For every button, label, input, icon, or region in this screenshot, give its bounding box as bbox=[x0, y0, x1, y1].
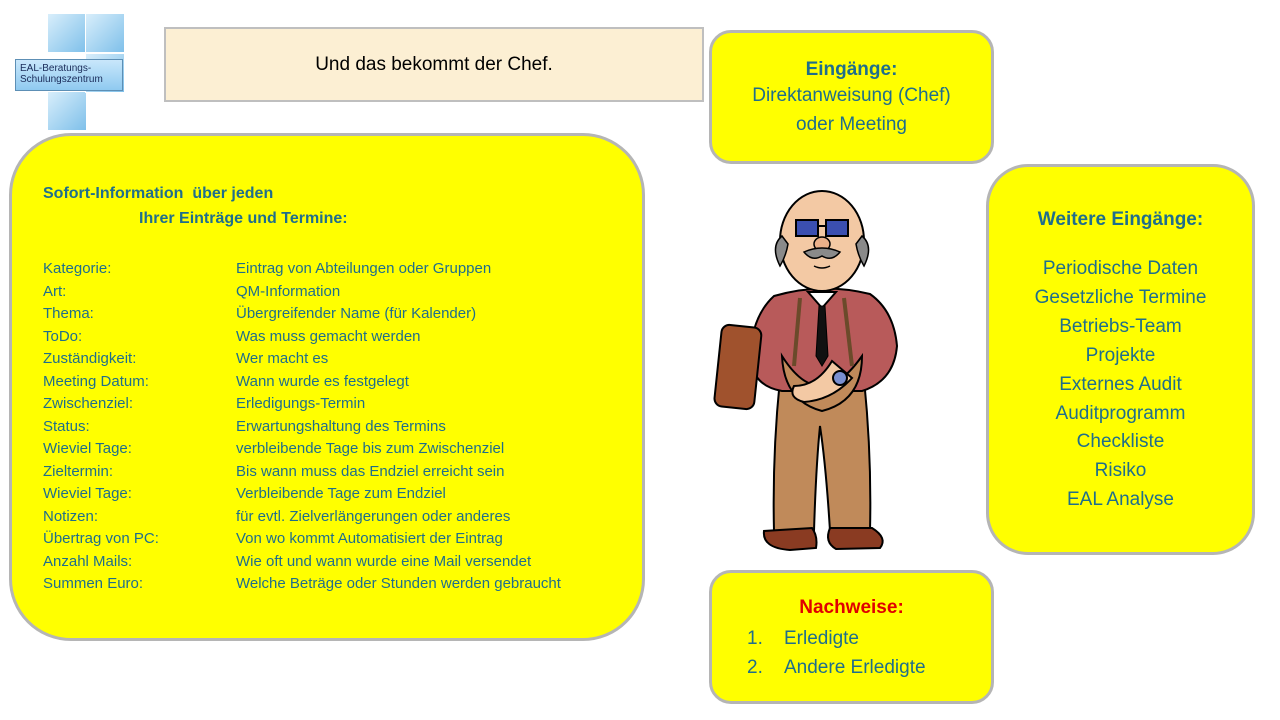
list-item bbox=[747, 653, 926, 682]
list-item: Periodische Daten bbox=[1042, 258, 1199, 279]
weitere-eingaenge-panel bbox=[986, 164, 1255, 555]
page-title: Und das bekommt der Chef. bbox=[164, 27, 704, 102]
boss-cartoon-icon bbox=[712, 186, 922, 556]
info-value: Von wo kommt Automatisiert der Eintrag bbox=[236, 530, 503, 547]
info-value: QM-Information bbox=[236, 282, 341, 300]
weitere-title: Weitere Eingänge: bbox=[1037, 209, 1204, 230]
info-value: Verbleibende Tage zum Endziel bbox=[236, 485, 446, 502]
nachweise-panel bbox=[709, 570, 994, 704]
info-key: Übertrag von PC: bbox=[43, 530, 159, 547]
info-key: ToDo: bbox=[43, 327, 83, 345]
info-heading-line1: Sofort-Information über jeden bbox=[43, 185, 274, 202]
info-key: Kategorie: bbox=[43, 260, 112, 277]
weitere-list bbox=[989, 255, 1252, 515]
list-item: EAL Analyse bbox=[1066, 489, 1175, 511]
list-item: Gesetzliche Termine bbox=[1034, 286, 1207, 308]
info-key: Zuständigkeit: bbox=[43, 350, 137, 367]
list-item: Auditprogramm bbox=[1055, 402, 1186, 424]
info-value: Welche Beträge oder Stunden werden gebraucht bbox=[236, 575, 561, 592]
info-panel bbox=[9, 133, 645, 641]
info-key: Wieviel Tage: bbox=[43, 440, 132, 457]
info-value: Erledigungs-Termin bbox=[236, 395, 366, 412]
list-item: Checkliste bbox=[1076, 431, 1165, 453]
list-label: Erledigte bbox=[784, 628, 859, 649]
info-key: Anzahl Mails: bbox=[43, 552, 133, 570]
info-value: Wann wurde es festgelegt bbox=[236, 372, 409, 390]
info-key: Summen Euro: bbox=[43, 575, 144, 592]
list-number: 1. bbox=[747, 628, 763, 649]
info-value: Bis wann muss das Endziel erreicht sein bbox=[236, 462, 505, 480]
logo-text: EAL-Beratungs- Schulungszentrum bbox=[15, 59, 123, 91]
list-item: Externes Audit bbox=[1059, 373, 1182, 395]
eingaenge-line: Direktanweisung (Chef) bbox=[752, 85, 951, 106]
list-item: Betriebs-Team bbox=[1059, 315, 1182, 337]
info-key: Zieltermin: bbox=[43, 462, 114, 480]
info-value: Übergreifender Name (für Kalender) bbox=[236, 305, 477, 322]
info-key: Zwischenziel: bbox=[43, 395, 134, 412]
info-key: Meeting Datum: bbox=[43, 372, 149, 390]
info-key: Thema: bbox=[43, 305, 94, 322]
nachweise-title: Nachweise: bbox=[799, 597, 904, 618]
list-item: Risiko bbox=[1094, 460, 1147, 482]
info-value: Wie oft und wann wurde eine Mail versendet bbox=[236, 552, 532, 570]
info-key: Notizen: bbox=[43, 507, 99, 525]
eingaenge-line: oder Meeting bbox=[796, 114, 907, 135]
info-value: Erwartungshaltung des Termins bbox=[236, 417, 446, 435]
info-value: verbleibende Tage bis zum Zwischenziel bbox=[236, 440, 505, 457]
list-item: Projekte bbox=[1085, 344, 1156, 366]
info-value: Wer macht es bbox=[236, 350, 329, 367]
logo-square bbox=[47, 13, 87, 53]
eingaenge-panel bbox=[709, 30, 994, 164]
list-label: Andere Erledigte bbox=[784, 657, 926, 678]
info-value: für evtl. Zielverlängerungen oder anderes bbox=[236, 507, 511, 525]
nachweise-list bbox=[747, 624, 926, 682]
info-key: Art: bbox=[43, 282, 67, 300]
info-value: Was muss gemacht werden bbox=[236, 327, 421, 345]
list-number: 2. bbox=[747, 657, 763, 678]
logo bbox=[13, 13, 125, 131]
logo-square bbox=[85, 13, 125, 53]
logo-square bbox=[47, 91, 87, 131]
info-key: Wieviel Tage: bbox=[43, 485, 132, 502]
eingaenge-title: Eingänge: bbox=[805, 59, 898, 80]
info-heading-line2: Ihrer Einträge und Termine: bbox=[139, 210, 348, 227]
info-key: Status: bbox=[43, 417, 90, 435]
list-item bbox=[747, 624, 926, 653]
info-value: Eintrag von Abteilungen oder Gruppen bbox=[236, 260, 492, 277]
